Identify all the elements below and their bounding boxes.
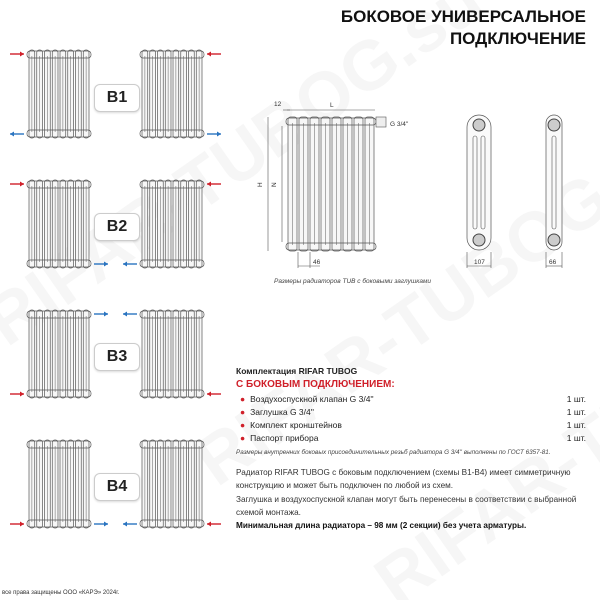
- return-arrow-head: [104, 522, 108, 527]
- scheme-label-b2: B2: [94, 213, 140, 241]
- kit-item: [236, 392, 586, 405]
- thread-label: G 3/4'': [390, 121, 409, 128]
- supply-arrow-head: [20, 522, 24, 527]
- return-arrow-head: [10, 132, 14, 137]
- side-view-port: [473, 119, 485, 131]
- return-arrow-head: [123, 522, 127, 527]
- return-arrow-head: [217, 132, 221, 137]
- thread-fitting: [376, 117, 386, 127]
- scheme-label-b4: B4: [94, 473, 140, 501]
- description: [236, 466, 586, 532]
- dim-h-label: H: [257, 182, 264, 187]
- supply-arrow-head: [207, 522, 211, 527]
- supply-arrow-head: [207, 52, 211, 57]
- kit-item: [236, 418, 586, 431]
- bullet-icon: ●: [240, 419, 246, 430]
- return-arrow-head: [123, 262, 127, 267]
- description-p1: Радиатор RIFAR TUBOG с боковым подключением (схемы B1-B4) имеет симметричную конструкцию и может быть подключен по любой из схем.: [236, 468, 571, 491]
- title-line-1: БОКОВОЕ УНИВЕРСАЛЬНОЕ: [340, 7, 586, 26]
- kit-item-qty: 1 шт.: [566, 419, 586, 430]
- description-p2: Заглушка и воздухоспускной клапан могут быть перенесены в соответствии с выбранной схемой монтажа.: [236, 494, 577, 517]
- kit-item-qty: 1 шт.: [566, 393, 586, 404]
- bullet-icon: ●: [240, 406, 246, 417]
- side-view-port: [548, 119, 560, 131]
- side-view-port: [473, 234, 485, 246]
- dim-n-label: N: [271, 182, 278, 187]
- description-p3: Минимальная длина радиатора – 98 мм (2 секции) без учета арматуры.: [236, 521, 527, 531]
- kit-item-name: Воздухоспускной клапан G 3/4'': [250, 393, 374, 404]
- kit-list: [236, 366, 586, 456]
- kit-heading: Комплектация RIFAR TUBOG: [236, 366, 358, 376]
- copyright: все права защищены ООО «КАРЭ» 2024г.: [2, 590, 120, 596]
- kit-item-qty: 1 шт.: [566, 406, 586, 417]
- kit-item: [236, 405, 586, 418]
- bullet-icon: ●: [240, 432, 246, 443]
- side-view-body: [467, 115, 491, 250]
- title-line-2: ПОДКЛЮЧЕНИЕ: [449, 29, 586, 48]
- scheme-label-b3: B3: [94, 343, 140, 371]
- supply-arrow-head: [20, 182, 24, 187]
- bullet-icon: ●: [240, 393, 246, 404]
- side-view-port: [548, 234, 560, 246]
- side-view-body: [546, 115, 562, 250]
- dim-46-label: 46: [313, 259, 321, 266]
- dim-l-label: L: [330, 102, 334, 109]
- kit-note: Размеры внутренних боковых присоединительных резьб радиатора G 3/4'' выполнены по ГОСТ 6357-81.: [236, 449, 551, 456]
- side-view-dim-label: 66: [549, 259, 557, 266]
- return-arrow-head: [123, 312, 127, 317]
- kit-subheading: С БОКОВЫМ ПОДКЛЮЧЕНИЕМ:: [236, 379, 395, 390]
- supply-arrow-head: [20, 392, 24, 397]
- kit-item-name: Заглушка G 3/4'': [250, 406, 314, 417]
- drawing-caption: Размеры радиаторов TUB с боковыми заглушками: [274, 278, 432, 285]
- return-arrow-head: [104, 312, 108, 317]
- dim-12-label: 12: [274, 101, 282, 108]
- kit-item-name: Паспорт прибора: [250, 432, 319, 443]
- supply-arrow-head: [207, 392, 211, 397]
- kit-item: [236, 431, 586, 444]
- supply-arrow-head: [20, 52, 24, 57]
- scheme-label-b1: B1: [94, 84, 140, 112]
- side-view-dim-label: 107: [474, 259, 485, 266]
- return-arrow-head: [104, 262, 108, 267]
- supply-arrow-head: [207, 182, 211, 187]
- kit-item-qty: 1 шт.: [566, 432, 586, 443]
- kit-item-name: Комплект кронштейнов: [250, 419, 342, 430]
